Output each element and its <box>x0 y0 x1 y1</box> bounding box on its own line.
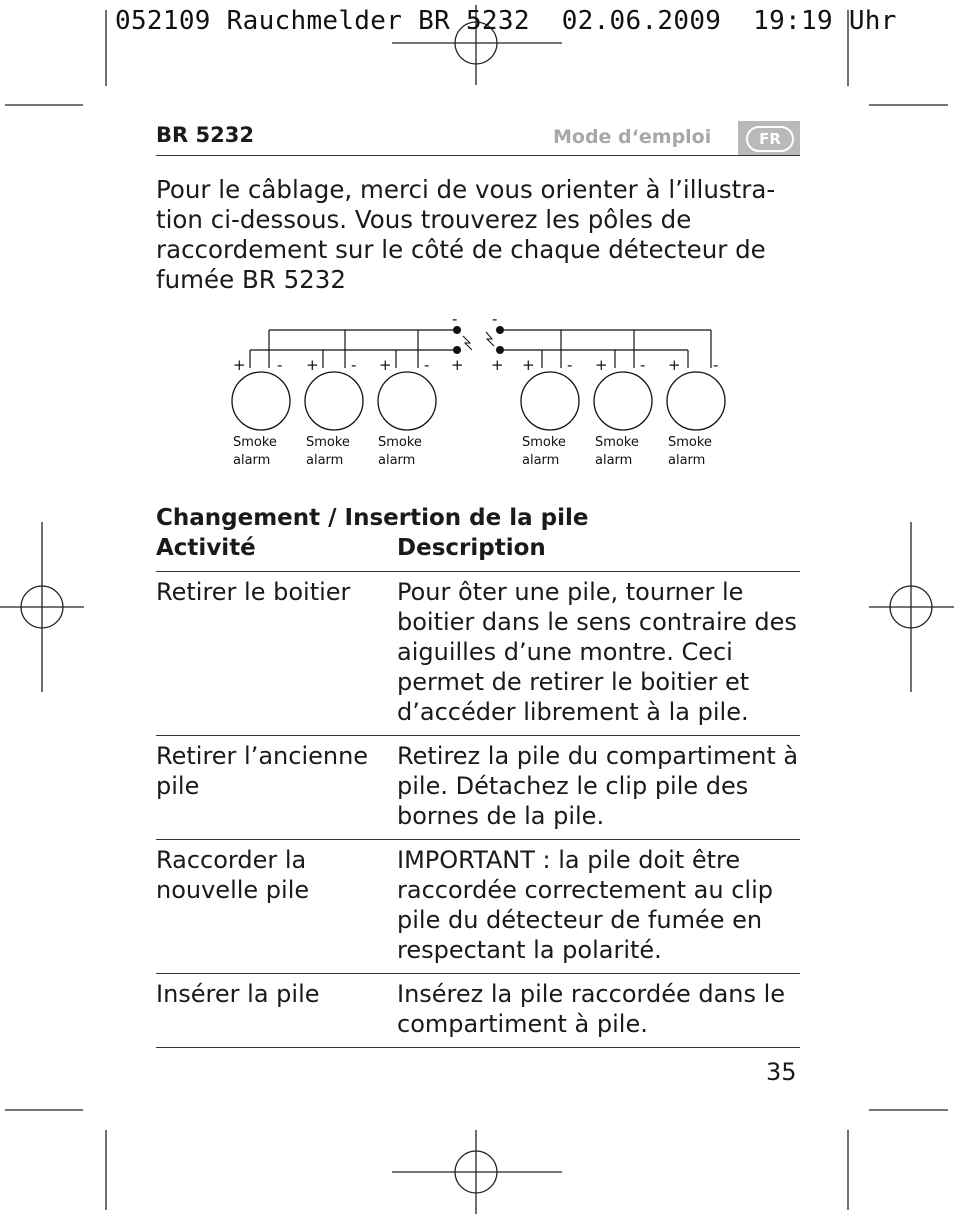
terminal-minus-left: - <box>452 310 458 328</box>
svg-text:Smoke: Smoke <box>668 435 712 450</box>
svg-text:alarm: alarm <box>595 453 633 468</box>
svg-text:alarm: alarm <box>306 453 344 468</box>
registration-mark-right <box>869 522 954 692</box>
smoke-alarm-3 <box>378 372 436 430</box>
svg-text:+: + <box>233 356 246 374</box>
intro-paragraph: Pour le câblage, merci de vous orienter à l’illustra-tion ci-dessous. Vous trouverez les pôles de raccordement sur le côté de chaque détecteur de fumée BR 5232 <box>156 175 776 294</box>
smoke-alarm-2 <box>305 372 363 430</box>
smoke-alarm-1 <box>232 372 290 430</box>
column-header-activity: Activité <box>156 535 256 561</box>
registration-mark-left <box>0 522 84 692</box>
header-rule <box>156 155 800 156</box>
svg-text:-: - <box>277 356 283 374</box>
svg-text:alarm: alarm <box>233 453 271 468</box>
activity-cell: Retirer l’ancienne pile <box>156 742 369 800</box>
svg-text:Smoke: Smoke <box>233 435 277 450</box>
description-cell: Pour ôter une pile, tourner le boitier dans le sens contraire des aiguilles d’une montre. Ceci permet de retirer le boitier et d’accéder librement à la pile. <box>397 578 797 726</box>
svg-text:alarm: alarm <box>378 453 416 468</box>
terminal-minus-right: - <box>492 310 498 328</box>
svg-text:alarm: alarm <box>668 453 706 468</box>
battery-table <box>156 571 800 1048</box>
svg-text:Smoke: Smoke <box>595 435 639 450</box>
polarity-labels <box>233 356 718 374</box>
svg-text:+: + <box>522 356 535 374</box>
smoke-alarm-4 <box>521 372 579 430</box>
print-slug: 052109 Rauchmelder BR 5232 02.06.2009 19:19 Uhr <box>115 6 897 36</box>
table-row <box>156 735 800 839</box>
table-row <box>156 839 800 973</box>
activity-cell: Insérer la pile <box>156 980 320 1008</box>
terminal-plus-left: + <box>451 356 464 374</box>
svg-text:Smoke: Smoke <box>522 435 566 450</box>
smoke-alarm-5 <box>594 372 652 430</box>
description-cell: Insérez la pile raccordée dans le compartiment à pile. <box>397 980 786 1038</box>
smoke-alarm-devices <box>232 372 725 430</box>
activity-cell: Retirer le boitier <box>156 578 351 606</box>
wiring-diagram <box>220 310 740 475</box>
registration-mark-bottom <box>392 1130 562 1214</box>
alarm-labels <box>233 435 712 468</box>
svg-text:-: - <box>567 356 573 374</box>
activity-cell: Raccorder la nouvelle pile <box>156 846 310 904</box>
description-cell: Retirez la pile du compartiment à pile. Détachez le clip pile des bornes de la pile. <box>397 742 799 830</box>
terminal-dots <box>453 326 504 354</box>
page-number: 35 <box>766 1058 797 1086</box>
svg-text:-: - <box>713 356 719 374</box>
svg-text:+: + <box>668 356 681 374</box>
table-row <box>156 973 800 1048</box>
svg-text:-: - <box>640 356 646 374</box>
svg-text:+: + <box>379 356 392 374</box>
language-badge <box>738 121 800 155</box>
section-title: Changement / Insertion de la pile <box>156 505 589 531</box>
svg-text:+: + <box>595 356 608 374</box>
break-symbols <box>463 332 494 350</box>
smoke-alarm-6 <box>667 372 725 430</box>
section-label: Mode d‘emploi <box>553 126 712 148</box>
svg-text:Smoke: Smoke <box>306 435 350 450</box>
language-badge-label: FR <box>746 126 794 152</box>
column-header-description: Description <box>397 535 546 561</box>
svg-text:-: - <box>351 356 357 374</box>
table-row <box>156 571 800 735</box>
svg-text:alarm: alarm <box>522 453 560 468</box>
svg-text:-: - <box>424 356 430 374</box>
svg-text:Smoke: Smoke <box>378 435 422 450</box>
svg-text:+: + <box>306 356 319 374</box>
model-title: BR 5232 <box>156 123 254 147</box>
terminal-plus-right: + <box>491 356 504 374</box>
description-cell: IMPORTANT : la pile doit être raccordée correctement au clip pile du détecteur de fumée en respectant la polarité. <box>397 846 773 964</box>
